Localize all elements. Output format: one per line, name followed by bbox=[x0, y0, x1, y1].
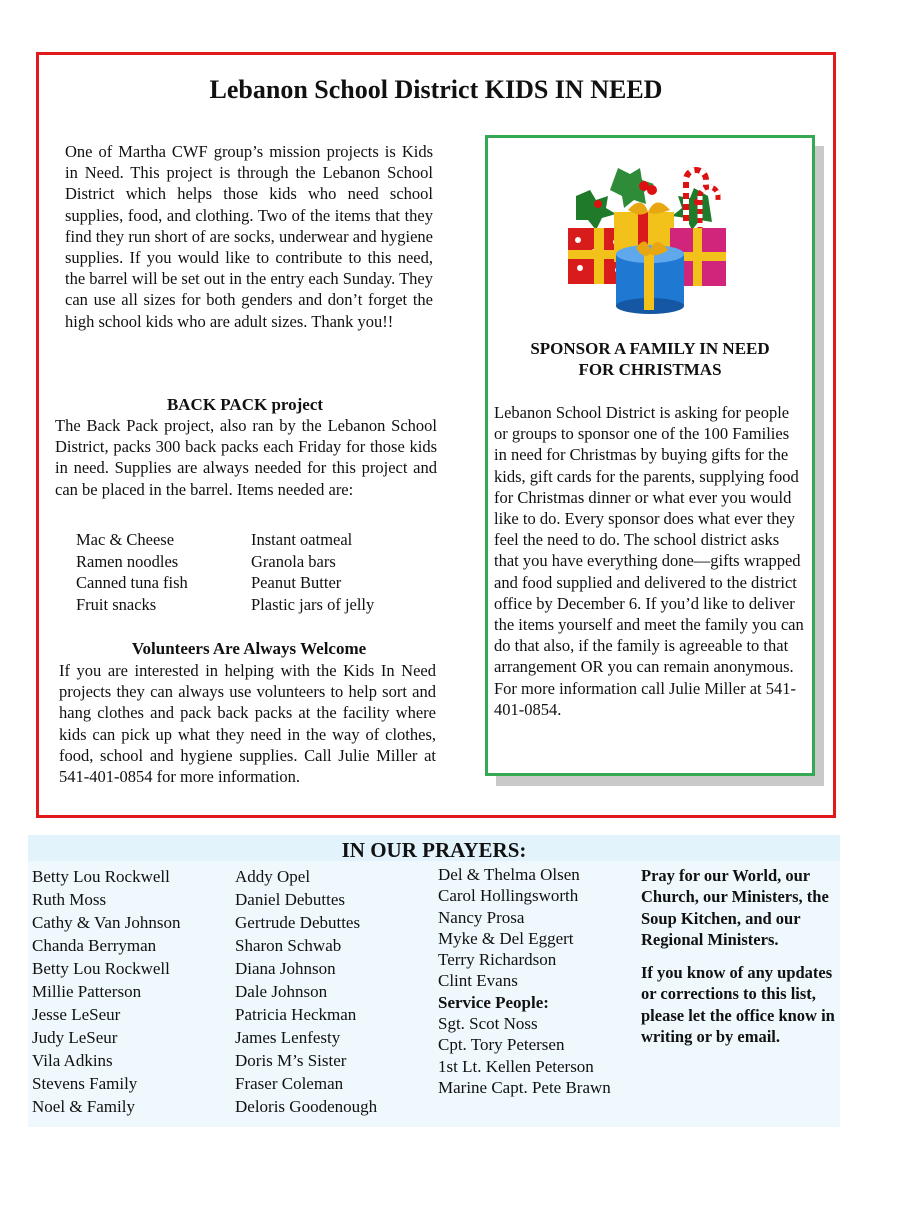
prayer-name: Stevens Family bbox=[32, 1074, 138, 1093]
kids-in-need-title: Lebanon School District KIDS IN NEED bbox=[209, 75, 663, 104]
prayer-name: Diana Johnson bbox=[235, 959, 336, 978]
prayer-note-corrections: If you know of any updates or corrections to this list, please let the office know in writing or by email. bbox=[641, 963, 835, 1047]
prayer-name: Cathy & Van Johnson bbox=[32, 913, 181, 932]
backpack-item: Ramen noodles bbox=[76, 551, 179, 571]
prayer-name: Ruth Moss bbox=[32, 890, 107, 909]
backpack-items-right bbox=[251, 529, 374, 615]
prayer-name: Millie Patterson bbox=[32, 982, 142, 1001]
prayers-column-2 bbox=[235, 865, 377, 1118]
prayer-note-world: Pray for our World, our Church, our Ministers, the Soup Kitchen, and our Regional Ministers. bbox=[641, 866, 829, 949]
sponsor-family-box bbox=[485, 135, 815, 776]
prayer-name: James Lenfesty bbox=[235, 1028, 341, 1047]
prayer-name: Addy Opel bbox=[235, 867, 311, 886]
prayer-name: Jesse LeSeur bbox=[32, 1005, 121, 1024]
service-person: Marine Capt. Pete Brawn bbox=[438, 1077, 611, 1097]
prayer-name: Betty Lou Rockwell bbox=[32, 867, 170, 886]
prayer-name: Betty Lou Rockwell bbox=[32, 959, 170, 978]
prayer-name: Myke & Del Eggert bbox=[438, 928, 574, 948]
prayer-notes bbox=[641, 865, 841, 1047]
backpack-item: Plastic jars of jelly bbox=[251, 594, 375, 614]
kids-in-need-intro: One of Martha CWF group’s mission projects is Kids in Need. This project is through the Lebanon School District which helps those kids who need school supplies, food, and clothing. Two of the items that they find they run short of are socks, underwear and hygiene supplies. If you would like to contribute to this need, the barrel will be set out in the entry each Sunday. They can use all sizes for both genders and don’t forget the high school kids who are adult sizes. Thank you!! bbox=[65, 142, 433, 331]
sponsor-title-line1: SPONSOR A FAMILY IN NEED bbox=[530, 339, 770, 358]
prayer-name: Patricia Heckman bbox=[235, 1005, 357, 1024]
backpack-item: Fruit snacks bbox=[76, 594, 157, 614]
backpack-heading: BACK PACK project bbox=[166, 395, 324, 414]
prayers-section bbox=[28, 835, 840, 1127]
prayer-name: Nancy Prosa bbox=[438, 907, 525, 927]
prayers-title: IN OUR PRAYERS: bbox=[341, 838, 527, 862]
backpack-item: Canned tuna fish bbox=[76, 573, 188, 592]
prayer-name: Doris M’s Sister bbox=[235, 1051, 347, 1070]
prayer-name: Gertrude Debuttes bbox=[235, 913, 361, 932]
sponsor-text: Lebanon School District is asking for people or groups to sponsor one of the 100 Families in need for Christmas by buying gifts for the kids, gift cards for the parents, supplying food for Christmas dinner or what ever you would like to do. Every sponsor does what ever they feel the need to do. The school district asks that you have everything done—gifts wrapped and food supplied and delivered to the district office by December 6. If you’d like to deliver the items yourself and meet the family you can do that also, if the family is agreeable to that arrangement OR you can remain anonymous. For more information call Julie Miller at 541-401-0854. bbox=[494, 403, 804, 719]
backpack-item: Mac & Cheese bbox=[76, 530, 175, 549]
backpack-item: Peanut Butter bbox=[251, 573, 342, 592]
prayer-name: Vila Adkins bbox=[32, 1051, 113, 1070]
prayer-name: Daniel Debuttes bbox=[235, 890, 345, 909]
service-person: Sgt. Scot Noss bbox=[438, 1014, 538, 1034]
prayer-name: Carol Hollingsworth bbox=[438, 886, 579, 906]
prayer-name: Clint Evans bbox=[438, 971, 518, 991]
backpack-item: Instant oatmeal bbox=[251, 530, 353, 549]
service-people-list bbox=[438, 1013, 611, 1098]
prayer-name: Deloris Goodenough bbox=[235, 1097, 378, 1116]
prayers-column-3 bbox=[438, 864, 611, 1098]
prayers-names-3 bbox=[438, 864, 611, 992]
service-people-heading: Service People: bbox=[438, 992, 549, 1012]
prayer-name: Chanda Berryman bbox=[32, 936, 157, 955]
prayer-name: Dale Johnson bbox=[235, 982, 328, 1001]
prayer-name: Judy LeSeur bbox=[32, 1028, 118, 1047]
service-person: Cpt. Tory Petersen bbox=[438, 1035, 565, 1055]
volunteers-heading: Volunteers Are Always Welcome bbox=[131, 639, 367, 658]
volunteers-text: If you are interested in helping with the Kids In Need projects they can always use volunteers to help sort and hang clothes and pack back packs at the facility where kids can pick up what they need in the way of clothes, food, school and hygiene supplies. Call Julie Miller at 541-401-0854 for more information. bbox=[59, 661, 436, 787]
prayers-column-1 bbox=[32, 865, 180, 1118]
sponsor-title-line2: FOR CHRISTMAS bbox=[578, 360, 722, 379]
backpack-items-left bbox=[76, 529, 188, 615]
sponsor-title bbox=[488, 338, 812, 380]
prayer-name: Fraser Coleman bbox=[235, 1074, 344, 1093]
backpack-text: The Back Pack project, also ran by the Lebanon School District, packs 300 back packs each Friday for those kids in need. Supplies are always needed for this project and can be placed in the barrel. Items needed are: bbox=[55, 416, 437, 499]
service-person: 1st Lt. Kellen Peterson bbox=[438, 1056, 594, 1076]
prayer-name: Noel & Family bbox=[32, 1097, 135, 1116]
prayer-name: Del & Thelma Olsen bbox=[438, 865, 580, 884]
backpack-item: Granola bars bbox=[251, 551, 336, 571]
prayer-name: Sharon Schwab bbox=[235, 936, 342, 955]
prayer-name: Terry Richardson bbox=[438, 950, 557, 970]
christmas-gifts-icon bbox=[558, 156, 738, 316]
